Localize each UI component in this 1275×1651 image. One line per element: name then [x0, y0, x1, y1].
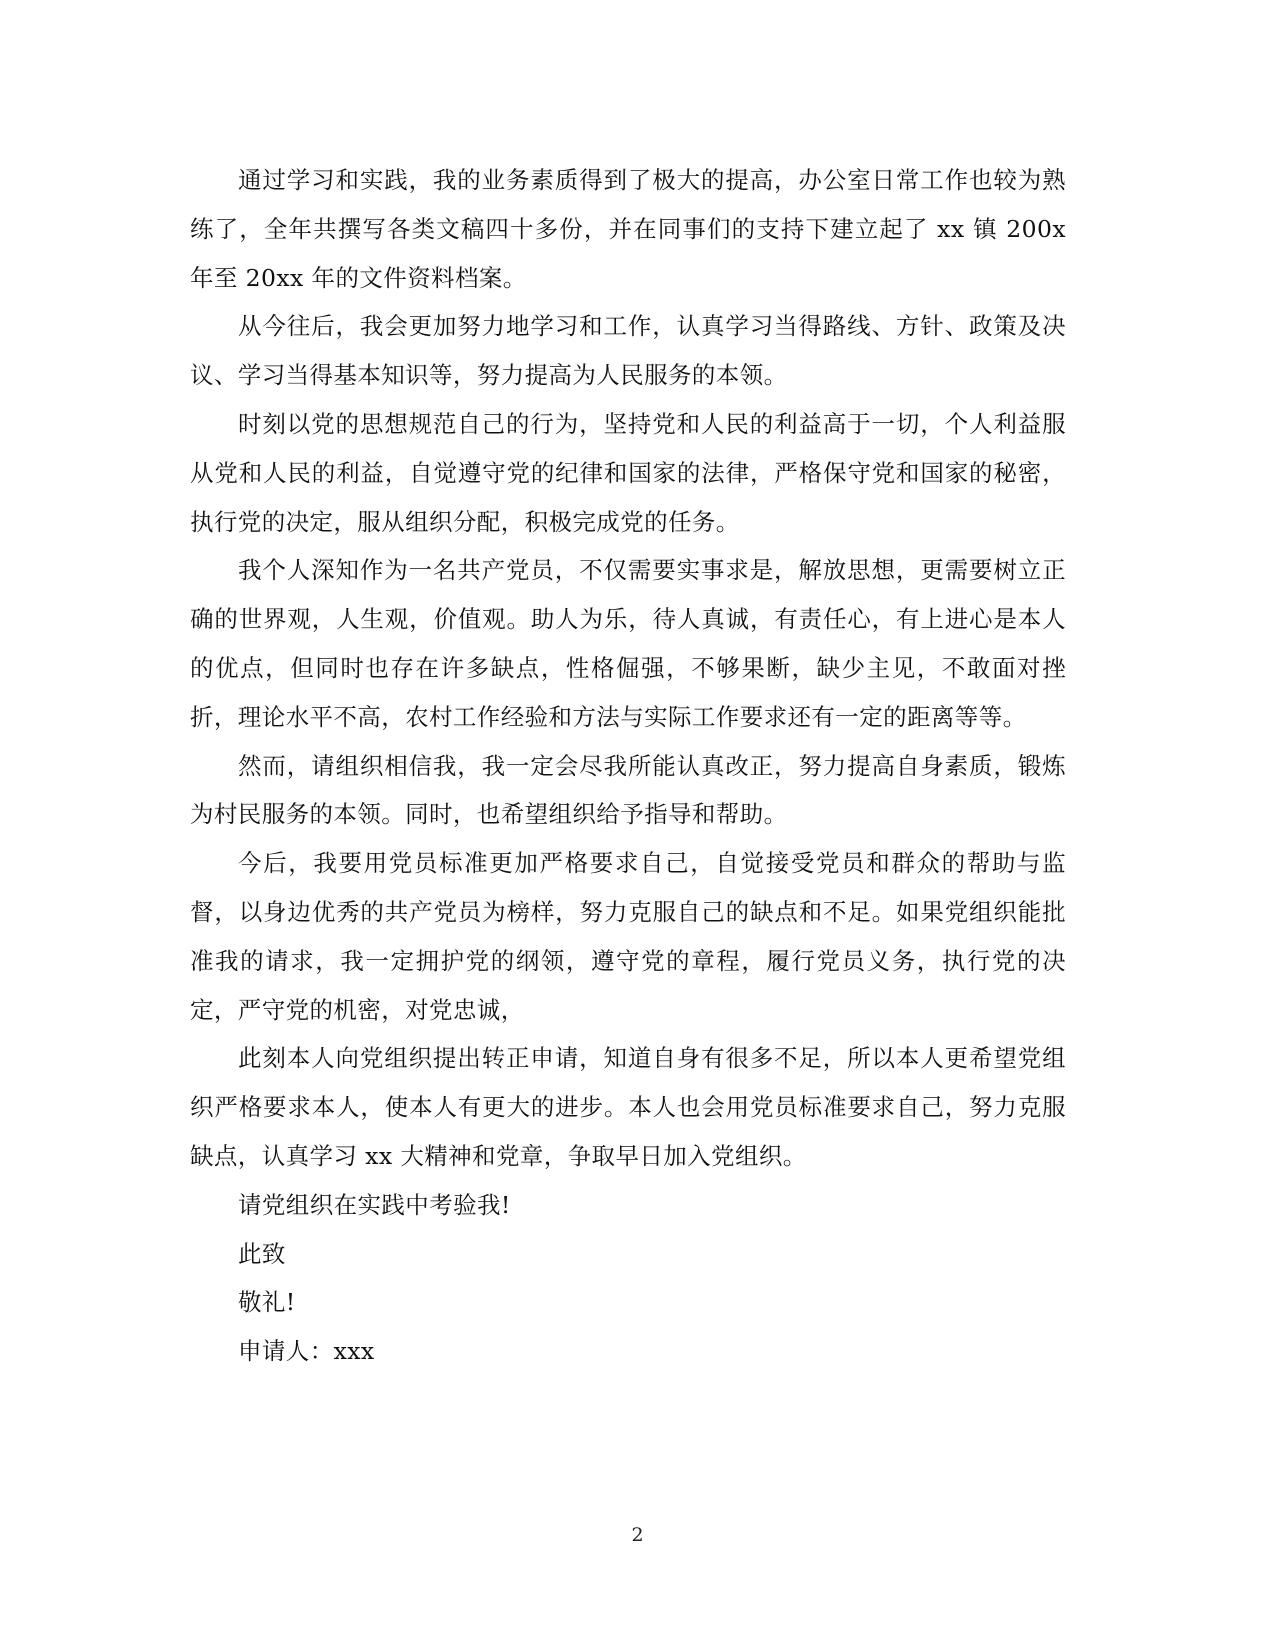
paragraph-6: 今后，我要用党员标准更加严格要求自己，自觉接受党员和群众的帮助与监督，以身边优秀的共产党员为榜样，努力克服自己的缺点和不足。如果党组织能批准我的请求，我一定拥护党的纲领，遵守党的章程，履行党员义务，执行党的决定，严守党的机密，对党忠诚，: [190, 849, 1066, 1024]
paragraph-1: 通过学习和实践，我的业务素质得到了极大的提高，办公室日常工作也较为熟练了，全年共撰写各类文稿四十多份，并在同事们的支持下建立起了 xx 镇 200x 年至 20xx 年的文件资料档案。: [190, 166, 1066, 292]
paragraph-4: 我个人深知作为一名共产党员，不仅需要实事求是，解放思想，更需要树立正确的世界观，人生观，价值观。助人为乐，待人真诚，有责任心，有上进心是本人的优点，但同时也存在许多缺点，性格倔强，不够果断，缺少主见，不敢面对挫折，理论水平不高，农村工作经验和方法与实际工作要求还有一定的距离等等。: [190, 556, 1066, 731]
paragraph-3: 时刻以党的思想规范自己的行为，坚持党和人民的利益高于一切，个人利益服从党和人民的利益，自觉遵守党的纪律和国家的法律，严格保守党和国家的秘密，执行党的决定，服从组织分配，积极完成党的任务。: [190, 409, 1066, 536]
closing-request: 请党组织在实践中考验我!: [238, 1190, 511, 1219]
paragraph-2: 从今往后，我会更加努力地学习和工作，认真学习当得路线、方针、政策及决议、学习当得基本知识等，努力提高为人民服务的本领。: [190, 312, 1066, 390]
document-body: [190, 156, 1066, 1376]
closing-salutation: 此致: [238, 1239, 286, 1268]
page-number: 2: [631, 1524, 644, 1546]
paragraph-7: 此刻本人向党组织提出转正申请，知道自身有很多不足，所以本人更希望党组织严格要求本人，使本人有更大的进步。本人也会用党员标准要求自己，努力克服缺点，认真学习 xx 大精神和党章，争取早日加入党组织。: [190, 1044, 1066, 1170]
applicant-signature-line: 申请人：xxx: [238, 1337, 375, 1366]
paragraph-5: 然而，请组织相信我，我一定会尽我所能认真改正，努力提高自身素质，锻炼为村民服务的本领。同时，也希望组织给予指导和帮助。: [190, 751, 1066, 829]
closing-regards: 敬礼!: [238, 1288, 296, 1317]
